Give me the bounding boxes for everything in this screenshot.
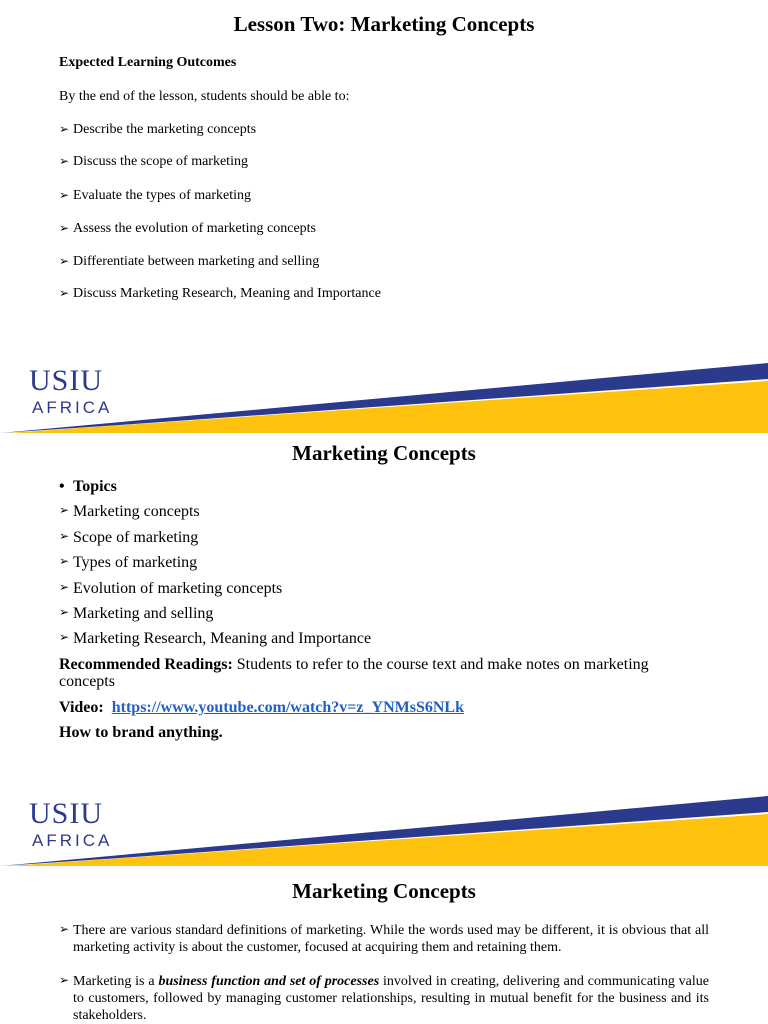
arrow-bullet-icon: ➢ (59, 605, 70, 619)
arrow-bullet-icon: ➢ (59, 122, 70, 136)
arrow-bullet-icon: ➢ (59, 529, 70, 543)
outcome-item: ➢ Describe the marketing concepts (59, 122, 257, 137)
slide-footer-band (0, 788, 768, 868)
arrow-bullet-icon: ➢ (59, 188, 70, 202)
topics-label: • Topics (59, 478, 117, 495)
topic-item: ➢ Scope of marketing (59, 529, 199, 546)
arrow-bullet-icon: ➢ (59, 286, 70, 300)
video-label: Video: (59, 699, 104, 716)
slide-footer-band (0, 355, 768, 435)
readings-label: Recommended Readings: (59, 656, 233, 673)
arrow-bullet-icon: ➢ (59, 973, 70, 987)
slide1-title: Lesson Two: Marketing Concepts (233, 12, 535, 36)
footer-swoosh-graphic (0, 788, 768, 868)
outcome-item: ➢ Discuss the scope of marketing (59, 154, 248, 169)
definition-paragraph: ➢ Marketing is a business function and set of processes involved in creating, delivering and communicating value to customers, followed by managing customer relationships, resulting in mutual benefit for the business and its stakeholders. (59, 973, 709, 1023)
arrow-bullet-icon: ➢ (59, 221, 70, 235)
video-line (59, 699, 464, 717)
arrow-bullet-icon: ➢ (59, 554, 70, 568)
learning-outcomes-intro: By the end of the lesson, students should be able to: (59, 89, 350, 104)
emphasis-text: business function and set of processes (158, 974, 380, 989)
slide2-title: Marketing Concepts (292, 441, 476, 465)
logo-text-africa: AFRICA (32, 398, 113, 417)
arrow-bullet-icon: ➢ (59, 580, 70, 594)
outcome-item: ➢ Assess the evolution of marketing concepts (59, 221, 317, 236)
brand-line: How to brand anything. (59, 724, 223, 741)
outcome-item: ➢ Differentiate between marketing and selling (59, 254, 320, 269)
footer-swoosh-graphic (0, 355, 768, 435)
readings-text: Students to refer to the course text and make notes on marketing concepts (59, 656, 649, 690)
logo-text-africa: AFRICA (32, 831, 113, 850)
arrow-bullet-icon: ➢ (59, 630, 70, 644)
logo-text-usiu: USIU (29, 364, 104, 397)
learning-outcomes-heading: Expected Learning Outcomes (59, 55, 237, 70)
arrow-bullet-icon: ➢ (59, 922, 70, 936)
outcome-item: ➢ Evaluate the types of marketing (59, 188, 252, 203)
definition-paragraph: ➢ There are various standard definitions of marketing. While the words used may be different, it is obvious that all marketing activity is about the customer, focused at acquiring them and retaining them. (59, 922, 709, 955)
topic-item: ➢ Marketing Research, Meaning and Importance (59, 630, 372, 647)
topic-item: ➢ Marketing concepts (59, 503, 200, 520)
arrow-bullet-icon: ➢ (59, 254, 70, 268)
arrow-bullet-icon: ➢ (59, 154, 70, 168)
video-link[interactable]: https://www.youtube.com/watch?v=z_YNMsS6NLk (111, 699, 464, 716)
topic-item: ➢ Evolution of marketing concepts (59, 580, 283, 597)
topic-item: ➢ Types of marketing (59, 554, 198, 571)
slide3-title: Marketing Concepts (292, 879, 476, 903)
arrow-bullet-icon: ➢ (59, 503, 70, 517)
dot-bullet-icon: • (59, 478, 65, 495)
topic-item: ➢ Marketing and selling (59, 605, 214, 622)
outcome-item: ➢ Discuss Marketing Research, Meaning and Importance (59, 286, 381, 301)
recommended-readings (59, 656, 679, 690)
logo-text-usiu: USIU (29, 797, 104, 830)
